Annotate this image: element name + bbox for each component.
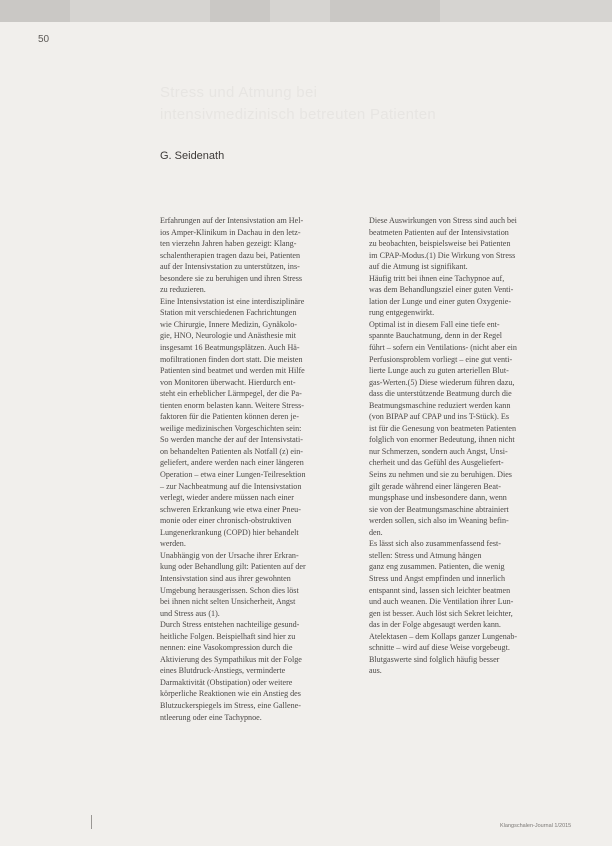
text-line: So werden manche der auf der Intensivstati- [160, 435, 303, 445]
page-number: 50 [38, 34, 50, 45]
text-line: auf die Atmung ist signifikant. [369, 262, 468, 272]
text-line: steht ein erheblicher Lärmpegel, der die Pa- [160, 389, 302, 399]
text-line: ntleerung oder eine Tachypnoe. [160, 712, 262, 722]
text-line: auf der Intensivstation zu unterstützen, ins- [160, 262, 300, 272]
text-line: lation der Lunge und einer guten Oxygenie- [369, 296, 512, 306]
text-line: wie Chirurgie, Innere Medizin, Gynäkolo- [160, 319, 297, 329]
text-line: dass die unterstützende Beatmung durch die [369, 389, 512, 399]
text-line: mofiltrationen finden dort statt. Die meisten [160, 354, 303, 364]
text-line: Unabhängig von der Ursache ihrer Erkran- [160, 550, 299, 560]
text-line: ganz eng zusammen. Patienten, die wenig [369, 562, 505, 572]
text-line: rung entgegenwirkt. [369, 308, 435, 318]
text-line: ten vierzehn Jahren haben gezeigt: Klang- [160, 239, 297, 249]
text-line: monie oder einer chronisch-obstruktiven [160, 516, 292, 526]
text-line: zu beobachten, beispielsweise bei Patienten [369, 239, 511, 249]
text-line: und Stress aus (1). [160, 608, 220, 618]
right-text-column [369, 215, 574, 677]
text-line: sie von der Beatmungsmaschine abtrainiert [369, 504, 509, 514]
scan-shade [210, 0, 270, 22]
text-line: besondere sie zu beruhigen und ihren Stress [160, 273, 303, 283]
text-line: im CPAP-Modus.(1) Die Wirkung von Stress [369, 250, 516, 260]
article-title [160, 82, 580, 126]
text-line: Stress und Angst empfinden und innerlich [369, 573, 506, 583]
title-line: Stress und Atmung bei [160, 84, 318, 101]
text-line: Darmaktivität (Obstipation) oder weitere [160, 677, 293, 687]
text-line: werden sollen, sich also im Weaning befin- [369, 516, 509, 526]
text-line: geliefert, andere werden nach einer längeren [160, 458, 304, 468]
text-line: gen ist besser. Auch löst sich Sekret leichter, [369, 608, 513, 618]
text-line: schalentherapien tragen dazu bei, Patienten [160, 250, 301, 260]
text-line: beatmeten Patienten auf der Intensivstation [369, 227, 509, 237]
text-line: Atelektasen – dem Kollaps ganzer Lungenab- [369, 631, 518, 641]
text-line: den. [369, 527, 383, 537]
text-line: Intensivstation sind aus ihrer gewohnten [160, 573, 291, 583]
text-line: aus. [369, 666, 382, 676]
text-line: führt – sofern ein Ventilations- (nicht aber ein [369, 343, 517, 353]
text-line: eines Blutdruck-Anstiegs, verminderte [160, 666, 286, 676]
text-line: insgesamt 16 Beatmungsplätzen. Auch Hä- [160, 343, 300, 353]
text-line: Seins zu nehmen und sie zu beruhigen. Dies [369, 470, 512, 480]
text-line: spannte Bauchatmung, denn in der Regel [369, 331, 503, 341]
text-line: Optimal ist in diesem Fall eine tiefe ent- [369, 319, 500, 329]
text-line: gilt gerade während einer längeren Beat- [369, 481, 501, 491]
text-line: körperliche Reaktionen wie ein Anstieg des [160, 689, 301, 699]
scan-top-band [0, 0, 612, 22]
text-line: cherheit und das Gefühl des Ausgeliefert- [369, 458, 504, 468]
text-line: kung oder Behandlung gilt: Patienten auf der [160, 562, 306, 572]
text-line: von Monitoren überwacht. Hierdurch ent- [160, 377, 296, 387]
text-line: Blutzuckerspiegels im Stress, eine Gallene- [160, 700, 301, 710]
text-line: stellen: Stress und Atmung hängen [369, 550, 482, 560]
crop-mark [91, 815, 92, 829]
text-line: Durch Stress entstehen nachteilige gesund- [160, 620, 300, 630]
text-line: Beatmungsmaschine reduziert werden kann [369, 400, 511, 410]
text-line: mungsphase und insbesondere dann, wenn [369, 493, 507, 503]
title-line: intensivmedizinisch betreuten Patienten [160, 106, 437, 123]
text-line: und auch weanen. Die Ventilation ihrer Lun- [369, 597, 514, 607]
text-line: Erfahrungen auf der Intensivstation am Hel- [160, 216, 304, 225]
text-line: weilige medizinischen Vorgeschichten sein: [160, 423, 302, 433]
text-line: gie, HNO, Neurologie und Anästhesie mit [160, 331, 296, 341]
text-line: entspannt sind, lassen sich leichter beatmen [369, 585, 511, 595]
text-line: Patienten sind beatmet und werden mit Hilfe [160, 366, 305, 376]
text-line: lierte Lunge auch zu guten arteriellen Blut- [369, 366, 509, 376]
author-name: G. Seidenath [160, 150, 225, 162]
text-line: Station mit verschiedenen Fachrichtungen [160, 308, 297, 318]
text-line: Diese Auswirkungen von Stress sind auch bei [369, 216, 517, 225]
footer-journal: Klangschalen-Journal 1/2015 [500, 823, 572, 829]
text-line: tienten enorm belasten kann. Weitere Stress- [160, 400, 304, 410]
left-text-column [160, 215, 365, 723]
text-line: Perfusionsproblem vorliegt – eine gut venti- [369, 354, 513, 364]
text-line: ist für die Genesung von beatmeten Patienten [369, 423, 516, 433]
text-line: nennen: eine Vasokompression durch die [160, 643, 293, 653]
text-line: Umgebung herausgerissen. Schon dies löst [160, 585, 299, 595]
text-line: folglich von enormer Bedeutung, ihnen nicht [369, 435, 515, 445]
text-line: nur Schmerzen, sondern auch Angst, Unsi- [369, 446, 508, 456]
text-line: on behandelten Patienten als Notfall (z) ein- [160, 446, 303, 456]
text-line: Operation – etwa einer Lungen-Teilresektion [160, 470, 306, 480]
text-line: ios Amper-Klinikum in Dachau in den letz- [160, 227, 301, 237]
text-line: – zur Nachbeatmung auf die Intensivstation [160, 481, 302, 491]
text-line: gas-Werten.(5) Diese wiederum führen dazu, [369, 377, 515, 387]
text-line: Aktivierung des Sympathikus mit der Folge [160, 654, 302, 664]
text-line: was dem Behandlungsziel einer guten Venti- [369, 285, 514, 295]
text-line: Es lässt sich also zusammenfassend fest- [369, 539, 501, 549]
text-line: werden. [160, 539, 186, 549]
text-line: Häufig tritt bei ihnen eine Tachypnoe auf, [369, 273, 505, 283]
text-line: schnitte – wird auf diese Weise vorgebeugt. [369, 643, 510, 653]
scan-shade [330, 0, 440, 22]
text-line: verlegt, wieder andere müssen nach einer [160, 493, 294, 503]
text-line: schweren Erkrankung wie etwa einer Pneu- [160, 504, 301, 514]
text-line: bei ihnen nicht selten Unsicherheit, Angst [160, 597, 296, 607]
text-line: zu reduzieren. [160, 285, 206, 295]
text-line: Blutgaswerte sind folglich häufig besser [369, 654, 500, 664]
text-line: faktoren für die Patienten können deren je- [160, 412, 299, 422]
text-line: Lungenerkrankung (COPD) hier behandelt [160, 527, 299, 537]
text-line: das in der Folge abgesaugt werden kann. [369, 620, 501, 630]
scan-shade [0, 0, 70, 22]
text-line: (von BIPAP auf CPAP und ins T-Stück). Es [369, 412, 510, 422]
text-line: heitliche Folgen. Beispielhaft sind hier zu [160, 631, 296, 641]
text-line: Eine Intensivstation ist eine interdisziplinäre [160, 296, 305, 306]
